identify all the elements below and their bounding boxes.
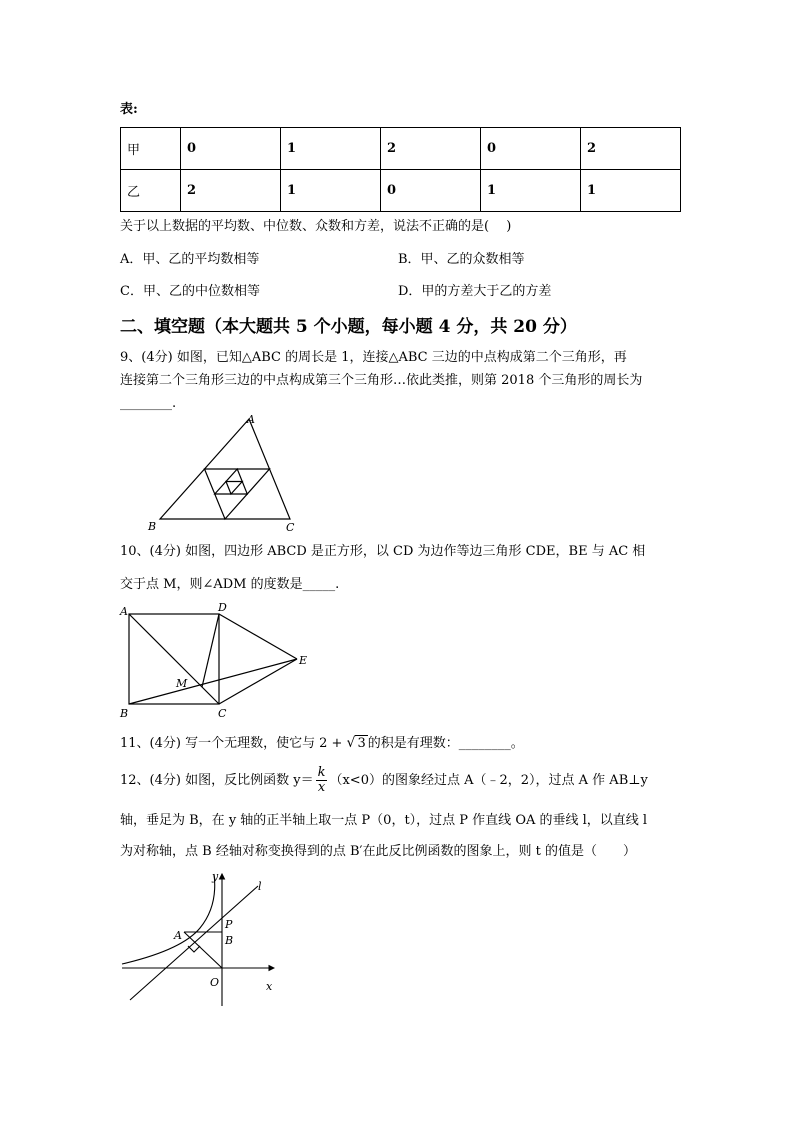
label-a: A	[174, 929, 182, 942]
q8-option-b: B．甲、乙的众数相等	[398, 252, 525, 267]
table-cell: 0	[381, 170, 481, 212]
q8-option-d: D．甲的方差大于乙的方差	[398, 284, 552, 299]
q12-line3: 为对称轴，点 B 经轴对称变换得到的点 B′在此反比例函数的图象上，则 t 的值是（ ）	[120, 844, 636, 859]
q11-line	[120, 734, 524, 753]
q8-option-a: A．甲、乙的平均数相等	[120, 252, 260, 267]
label-y: y	[212, 870, 219, 883]
label-b: B	[120, 707, 129, 720]
table-cell: 1	[281, 128, 381, 170]
table-cell: 1	[581, 170, 681, 212]
q12-line2: 轴，垂足为 B，在 y 轴的正半轴上取一点 P（0，t），过点 P 作直线 OA 的垂线 l，以直线 l	[120, 813, 648, 828]
label-a: A	[120, 605, 128, 618]
section-title: 二、填空题（本大题共 5 个小题，每小题 4 分，共 20 分）	[120, 317, 577, 337]
label-p: P	[225, 918, 233, 931]
table-cell: 2	[381, 128, 481, 170]
q8-option-c: C．甲、乙的中位数相等	[120, 284, 260, 299]
q10-figure	[112, 597, 322, 722]
q10-line2: 交于点 M，则∠ADM 的度数是_____.	[120, 577, 340, 592]
q12-line1	[120, 766, 648, 796]
data-table	[120, 127, 681, 212]
table-row	[121, 128, 681, 170]
label-o: O	[210, 976, 220, 989]
row-label: 甲	[121, 128, 181, 170]
sqrt-icon: √	[346, 735, 356, 751]
label-b: B	[148, 520, 157, 533]
label-l: l	[258, 880, 262, 893]
table-cell: 2	[181, 170, 281, 212]
row-label: 乙	[121, 170, 181, 212]
frac-numerator: k	[317, 765, 326, 780]
q9-line3: ________.	[120, 396, 177, 411]
table-intro: 表:	[120, 102, 138, 117]
q11-pre: 11、(4分) 写一个无理数，使它与	[120, 736, 316, 751]
label-c: C	[286, 521, 295, 534]
table-row	[121, 170, 681, 212]
label-d: D	[218, 601, 227, 614]
table-cell: 1	[481, 170, 581, 212]
frac-denominator: x	[317, 780, 326, 795]
table-cell: 1	[281, 170, 381, 212]
table-cell: 2	[581, 128, 681, 170]
table-cell: 0	[481, 128, 581, 170]
label-e: E	[299, 654, 308, 667]
q8-stem: 关于以上数据的平均数、中位数、众数和方差，说法不正确的是( )	[120, 219, 512, 234]
label-c: C	[218, 707, 227, 720]
q11-expr-a: 2 +	[319, 736, 347, 751]
q9-line2: 连接第二个三角形三边的中点构成第三个三角形…依此类推，则第 2018 个三角形的周长为	[120, 373, 643, 388]
q11-post: 的积是有理数：________。	[367, 736, 524, 751]
label-x: x	[266, 980, 273, 993]
label-b: B	[225, 934, 234, 947]
label-m: M	[176, 677, 188, 690]
q12-figure	[112, 868, 292, 1013]
q12-mid: （x<0）的图象经过点 A（﹣2，2），过点 A 作 AB⊥y	[329, 773, 648, 788]
table-cell: 0	[181, 128, 281, 170]
q10-line1: 10、(4分) 如图，四边形 ABCD 是正方形，以 CD 为边作等边三角形 CDE，BE 与 AC 相	[120, 544, 646, 559]
q12-pre: 12、(4分) 如图，反比例函数 y＝	[120, 773, 314, 788]
q11-expr-root: 3	[357, 736, 366, 751]
q9-figure	[140, 410, 310, 535]
q9-line1: 9、(4分) 如图，已知△ABC 的周长是 1，连接△ABC 三边的中点构成第二个三角形，再	[120, 350, 627, 365]
q12-fraction	[316, 766, 328, 795]
label-a: A	[247, 413, 255, 426]
